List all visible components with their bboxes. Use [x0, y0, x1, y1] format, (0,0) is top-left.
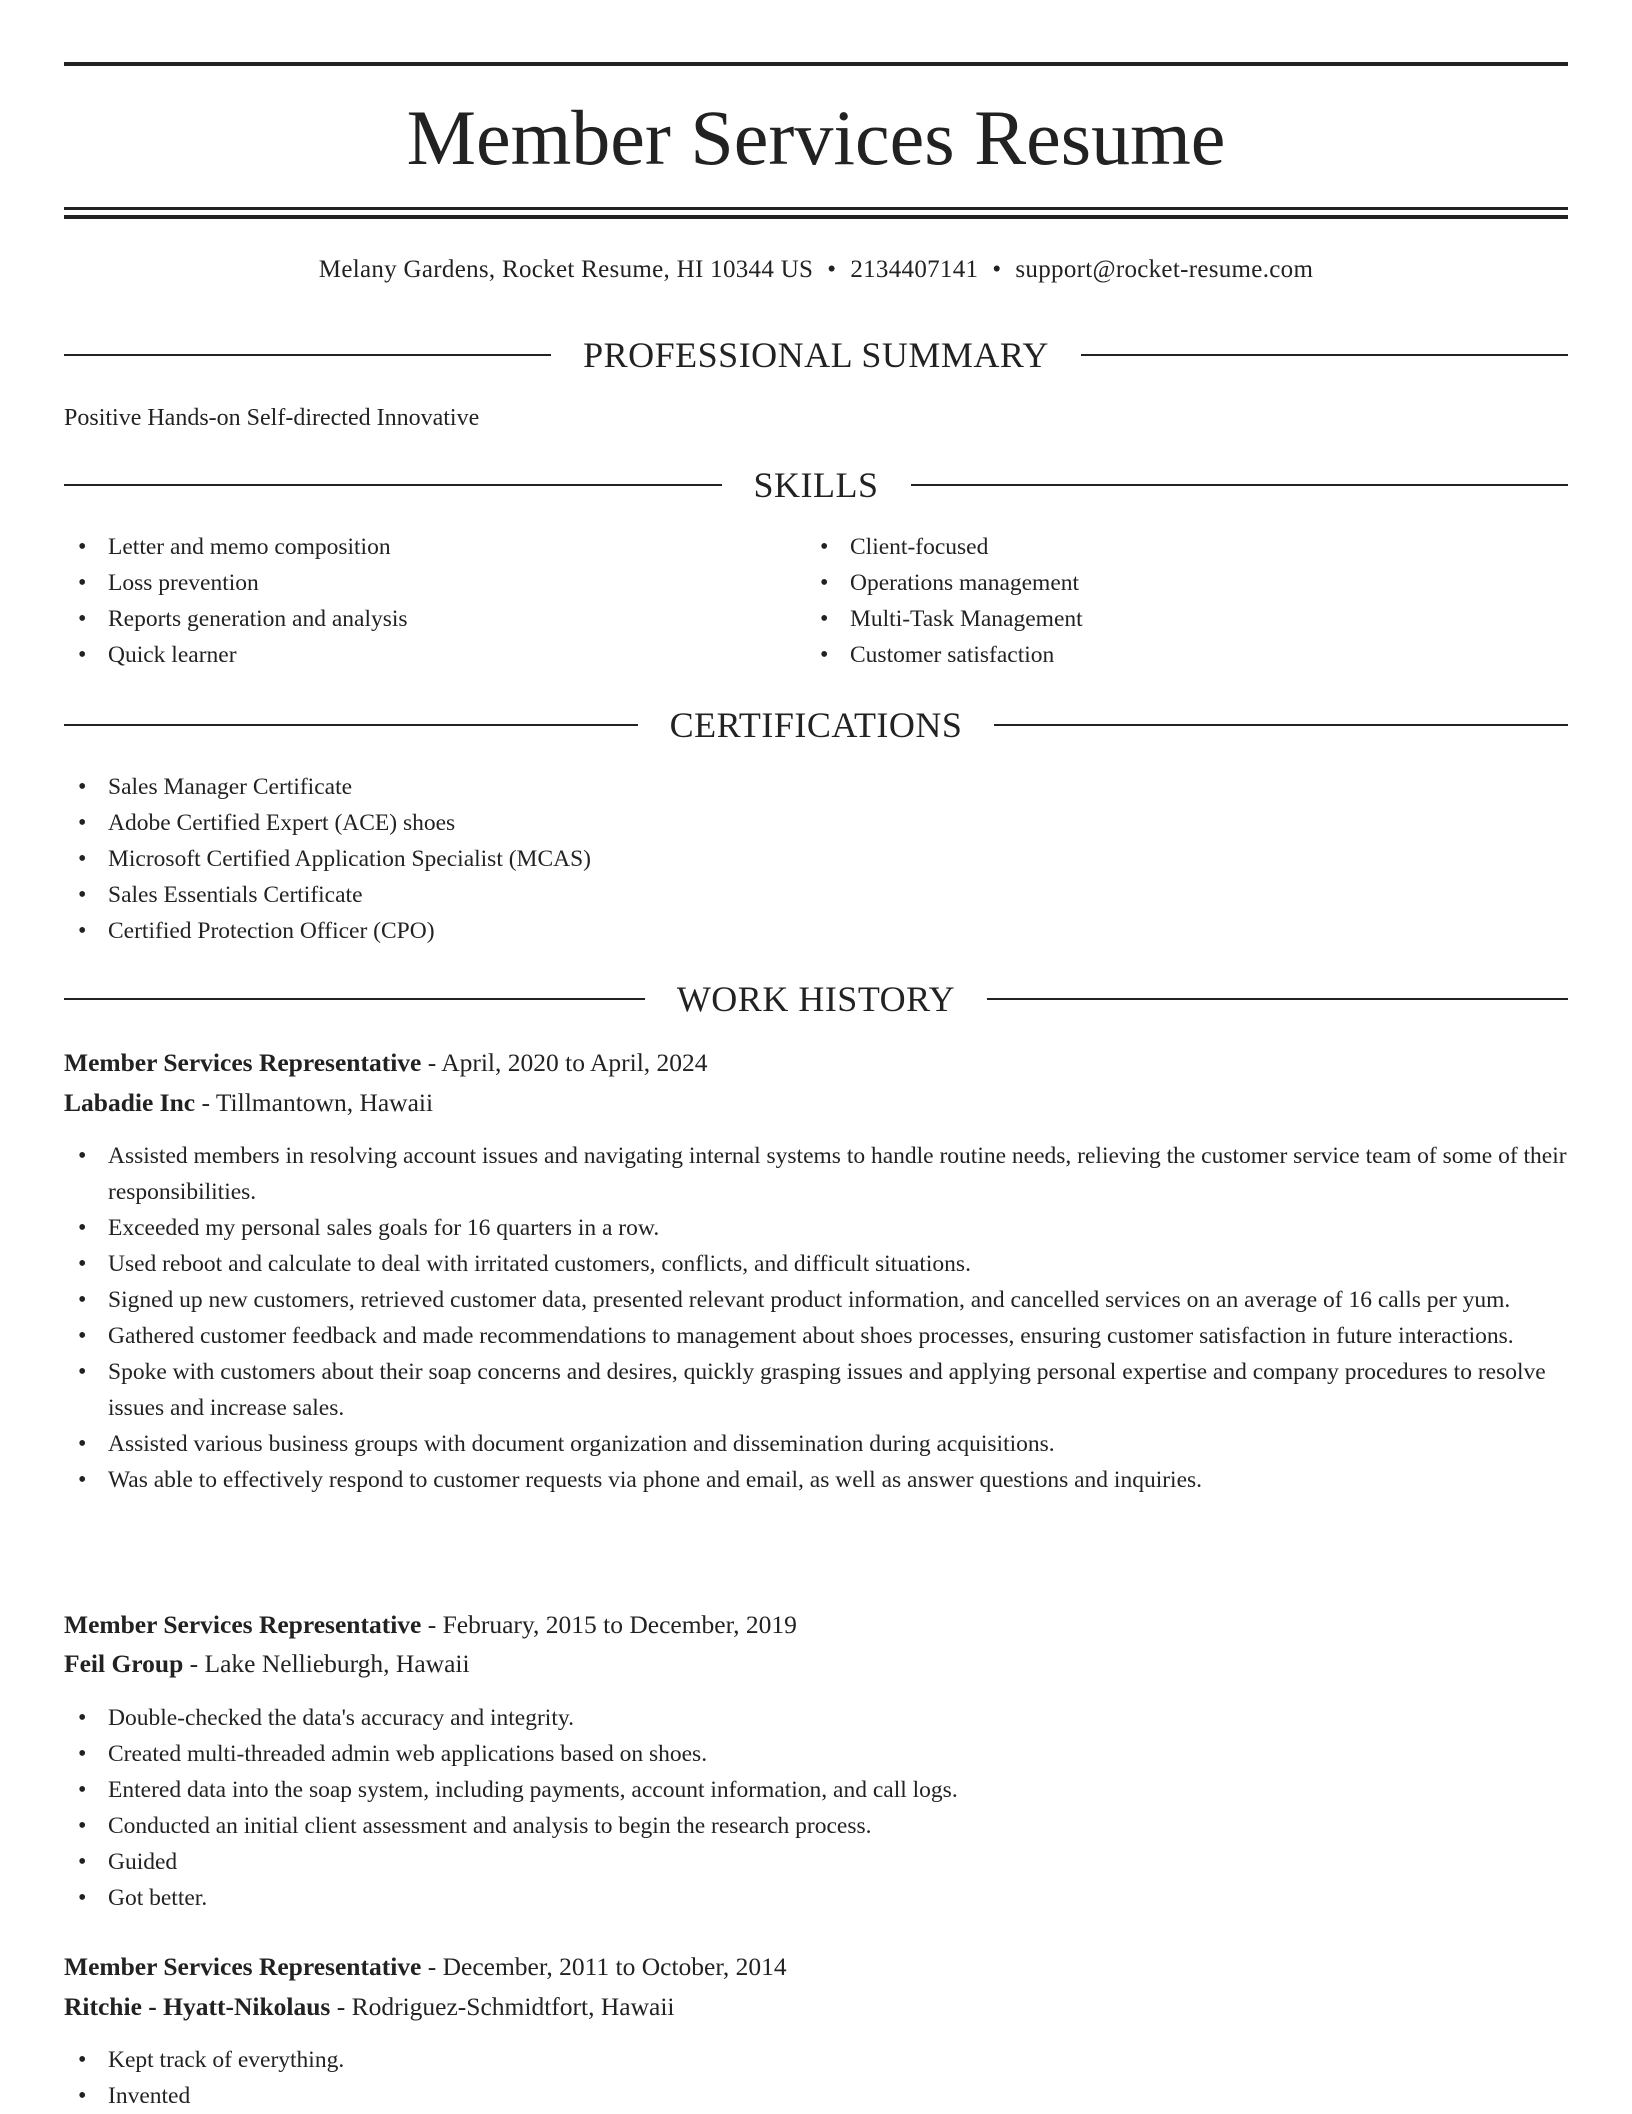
contact-separator: •	[992, 256, 1002, 283]
heading-line-right	[994, 724, 1568, 726]
job-title-line	[64, 1950, 787, 1984]
heading-line-right	[987, 998, 1568, 1000]
job-bullet: • Got better.	[64, 1880, 1568, 1916]
job-bullet: • Used reboot and calculate to deal with irritated customers, conflicts, and difficult situations.	[64, 1246, 1568, 1282]
contact-address: Melany Gardens, Rocket Resume, HI 10344 US	[318, 256, 814, 283]
contact-phone: 2134407141	[850, 256, 979, 283]
job-bullet: • Assisted various business groups with document organization and dissemination during acquisitions.	[64, 1426, 1568, 1462]
skill-item: • Client-focused	[806, 529, 1083, 565]
job-bullet: • Invented	[64, 2078, 1568, 2114]
job-location: - Tillmantown, Hawaii	[195, 1088, 434, 1117]
skills-list-right	[806, 529, 1083, 673]
skills-heading-text: SKILLS	[753, 465, 879, 505]
certification-item: • Sales Essentials Certificate	[64, 877, 591, 913]
heading-line-left	[64, 998, 645, 1000]
job-bullet: • Gathered customer feedback and made recommendations to management about shoes processes, ensuring customer satisfaction in future interactions.	[64, 1318, 1568, 1354]
job-bullet: • Entered data into the soap system, including payments, account information, and call logs.	[64, 1772, 1568, 1808]
job-dates: - April, 2020 to April, 2024	[421, 1048, 708, 1077]
title-rule-upper	[64, 207, 1568, 210]
work-history-heading-text: WORK HISTORY	[676, 979, 956, 1019]
job-location: - Lake Nellieburgh, Hawaii	[183, 1649, 470, 1678]
job-bullet: • Exceeded my personal sales goals for 16 quarters in a row.	[64, 1210, 1568, 1246]
resume-title: Member Services Resume	[406, 94, 1226, 181]
job-title: Member Services Representative	[64, 1048, 422, 1077]
job-bullets	[64, 1700, 1568, 1916]
job-bullet: • Conducted an initial client assessment and analysis to begin the research process.	[64, 1808, 1568, 1844]
skill-item: • Reports generation and analysis	[64, 601, 408, 637]
summary-heading	[64, 333, 1568, 377]
job-company-line	[64, 1086, 433, 1120]
heading-line-left	[64, 484, 722, 486]
heading-line-right	[1081, 354, 1568, 356]
skill-item: • Operations management	[806, 565, 1083, 601]
skills-heading	[64, 463, 1568, 507]
certifications-heading-text: CERTIFICATIONS	[669, 705, 963, 745]
job-bullet: • Spoke with customers about their soap concerns and desires, quickly grasping issues and applying personal expertise and company procedures to resolve issues and increase sales.	[64, 1354, 1568, 1426]
job-bullets	[64, 2042, 1568, 2114]
contact-email: support@rocket-resume.com	[1015, 256, 1314, 283]
job-bullet: • Signed up new customers, retrieved customer data, presented relevant product information, and cancelled services on an average of 16 calls per yum.	[64, 1282, 1568, 1318]
contact-line	[64, 254, 1568, 286]
summary-text: Positive Hands-on Self-directed Innovative	[64, 405, 480, 431]
job-company: Feil Group	[64, 1649, 184, 1678]
contact-separator: •	[827, 256, 837, 283]
certification-item: • Microsoft Certified Application Specialist (MCAS)	[64, 841, 591, 877]
certification-item: • Adobe Certified Expert (ACE) shoes	[64, 805, 591, 841]
job-company: Labadie Inc	[64, 1088, 196, 1117]
heading-line-right	[911, 484, 1569, 486]
skill-item: • Quick learner	[64, 637, 408, 673]
skill-item: • Loss prevention	[64, 565, 408, 601]
skill-item: • Customer satisfaction	[806, 637, 1083, 673]
job-company-line	[64, 1647, 470, 1681]
job-bullet: • Double-checked the data's accuracy and integrity.	[64, 1700, 1568, 1736]
job-dates: - December, 2011 to October, 2014	[421, 1952, 787, 1981]
job-bullet: • Kept track of everything.	[64, 2042, 1568, 2078]
certification-item: • Certified Protection Officer (CPO)	[64, 913, 591, 949]
job-company-line	[64, 1990, 675, 2024]
job-bullet: • Was able to effectively respond to customer requests via phone and email, as well as answer questions and inquiries.	[64, 1462, 1568, 1498]
heading-line-left	[64, 724, 638, 726]
job-title: Member Services Representative	[64, 1610, 422, 1639]
job-title: Member Services Representative	[64, 1952, 422, 1981]
skills-list-left	[64, 529, 408, 673]
work-history-heading	[64, 977, 1568, 1021]
heading-line-left	[64, 354, 551, 356]
skill-item: • Letter and memo composition	[64, 529, 408, 565]
title-rule-lower	[64, 215, 1568, 219]
top-rule	[64, 62, 1568, 66]
job-bullet: • Assisted members in resolving account issues and navigating internal systems to handle routine needs, relieving the customer service team of some of their responsibilities.	[64, 1138, 1568, 1210]
job-bullet: • Guided	[64, 1844, 1568, 1880]
certifications-heading	[64, 703, 1568, 747]
job-company: Ritchie - Hyatt-Nikolaus	[64, 1992, 331, 2021]
job-bullet: • Created multi-threaded admin web applications based on shoes.	[64, 1736, 1568, 1772]
certifications-list	[64, 769, 591, 949]
job-location: - Rodriguez-Schmidtfort, Hawaii	[330, 1992, 675, 2021]
skill-item: • Multi-Task Management	[806, 601, 1083, 637]
job-dates: - February, 2015 to December, 2019	[421, 1610, 797, 1639]
job-title-line	[64, 1046, 708, 1080]
summary-heading-text: PROFESSIONAL SUMMARY	[583, 335, 1049, 375]
job-bullets	[64, 1138, 1568, 1498]
job-title-line	[64, 1608, 797, 1642]
certification-item: • Sales Manager Certificate	[64, 769, 591, 805]
